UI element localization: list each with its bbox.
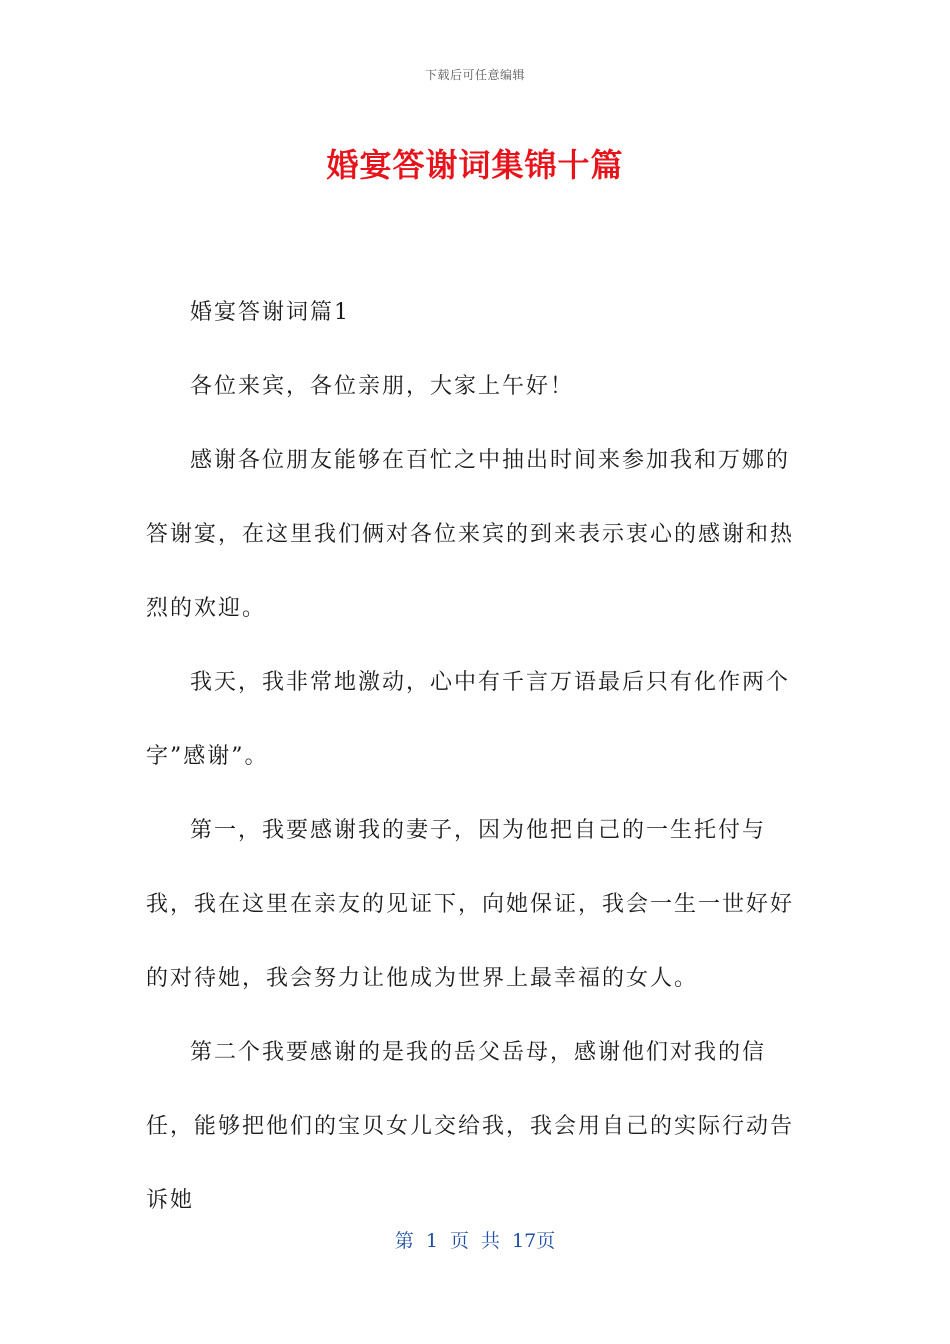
document-title: 婚宴答谢词集锦十篇 <box>326 146 624 184</box>
paragraph: 第一，我要感谢我的妻子，因为他把自己的一生托付与我，我在这里在亲友的见证下，向她保证，我会一生一世好好的对待她，我会努力让他成为世界上最幸福的女人。 <box>146 818 795 991</box>
page-number-footer: 第 1 页 共 17页 <box>394 1230 556 1252</box>
header-note: 下载后可任意编辑 <box>424 68 525 82</box>
paragraph: 感谢各位朋友能够在百忙之中抽出时间来参加我和万娜的答谢宴，在这里我们俩对各位来宾的到来表示衷心的感谢和热烈的欢迎。 <box>146 448 795 621</box>
paragraph: 第二个我要感谢的是我的岳父岳母，感谢他们对我的信任，能够把他们的宝贝女儿交给我，我会用自己的实际行动告诉她 <box>146 1040 795 1213</box>
section-heading: 婚宴答谢词篇1 <box>190 300 350 325</box>
paragraph: 各位来宾，各位亲朋，大家上午好！ <box>190 374 575 399</box>
document-body <box>146 276 806 1238</box>
paragraph: 我天，我非常地激动，心中有千言万语最后只有化作两个字”感谢”。 <box>146 670 791 769</box>
